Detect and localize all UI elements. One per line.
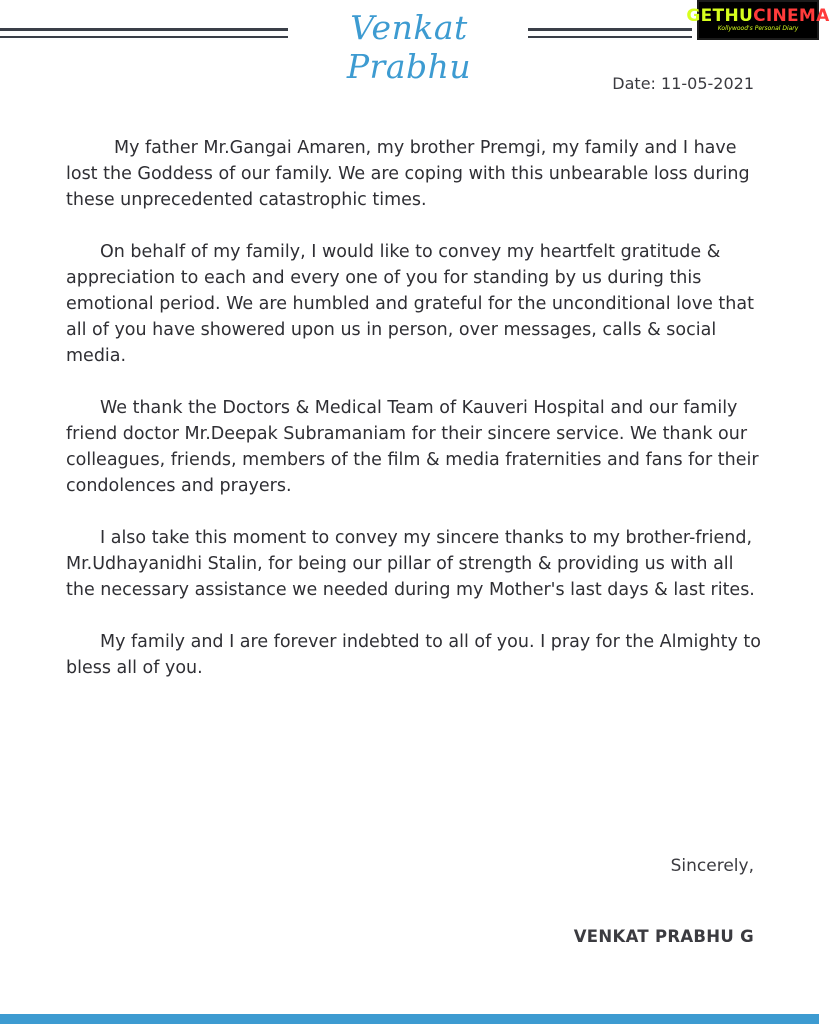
paragraph-1: My father Mr.Gangai Amaren, my brother Premgi, my family and I have lost the Goddess of our family. We are coping with this unbearable loss during these unprecedented catastrophic times. bbox=[66, 138, 750, 210]
watermark-logo bbox=[686, 0, 830, 40]
letter-signature: VENKAT PRABHU G bbox=[573, 927, 754, 946]
paragraph-3: We thank the Doctors & Medical Team of Kauveri Hospital and our family friend doctor Mr.Deepak Subramaniam for their sincere service. We thank our colleagues, friends, members of the film & media fraternities and fans for their condolences and prayers. bbox=[66, 398, 759, 496]
letter-closing: Sincerely, bbox=[670, 856, 754, 876]
letterhead-rule-left bbox=[0, 28, 288, 38]
watermark-word-2: CINEMA bbox=[753, 6, 830, 26]
watermark-tagline: Kollywood's Personal Diary bbox=[717, 25, 799, 32]
letterhead-name: Venkat Prabhu bbox=[346, 8, 472, 86]
paragraph-2: On behalf of my family, I would like to convey my heartfelt gratitude & appreciation to each and every one of you for standing by us during this emotional period. We are humbled and grateful for the unconditional love that all of you have showered upon us in person, over messages, calls & social media. bbox=[66, 242, 754, 366]
paragraph-4: I also take this moment to convey my sincere thanks to my brother-friend, Mr.Udhayanidhi Stalin, for being our pillar of strength & providing us with all the necessary assistance we needed during my Mother's last days & last rites. bbox=[66, 528, 755, 600]
watermark-word-1: GETHU bbox=[686, 6, 754, 26]
footer-accent-bar bbox=[0, 1014, 819, 1024]
letterhead-rule-right bbox=[528, 28, 692, 38]
letter-date: Date: 11-05-2021 bbox=[612, 74, 754, 93]
letter-body bbox=[66, 135, 766, 707]
paragraph-5: My family and I are forever indebted to all of you. I pray for the Almighty to bless all of you. bbox=[66, 632, 761, 678]
